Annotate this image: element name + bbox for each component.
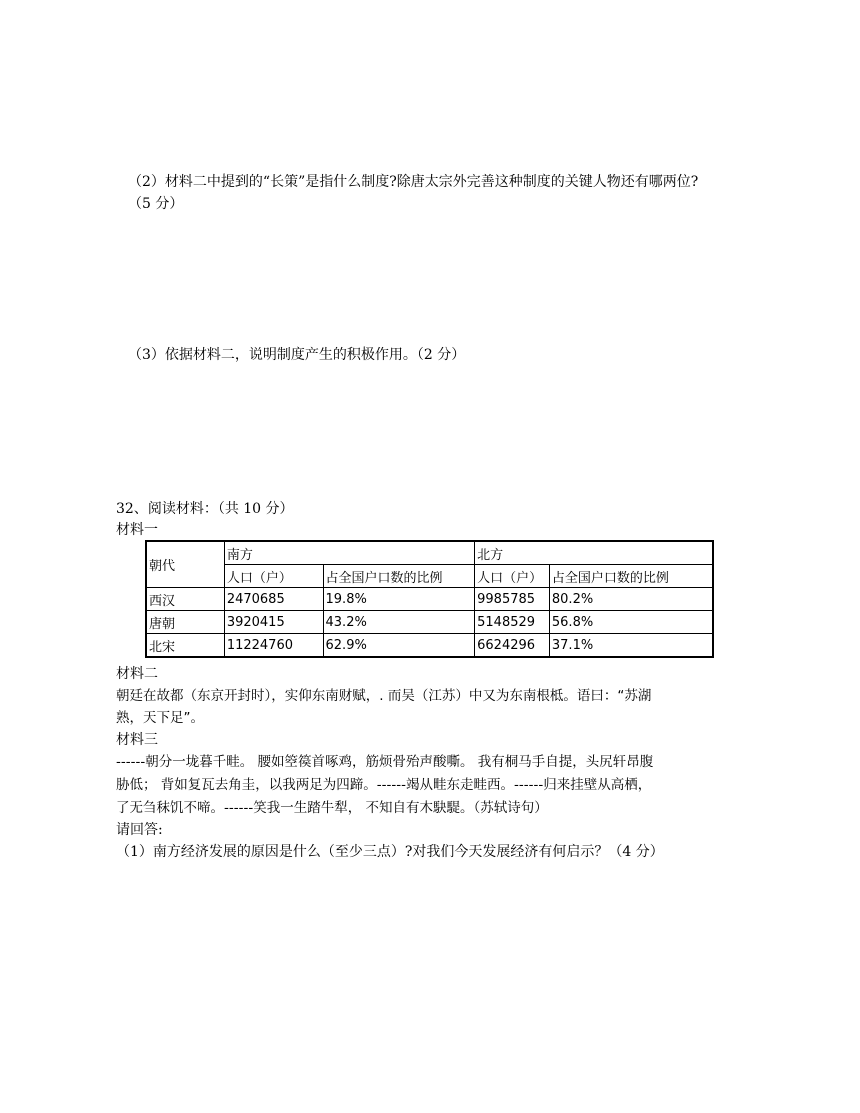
north-ratio-header: 占全国户口数的比例 (549, 565, 713, 588)
table-row (146, 634, 713, 658)
south-header: 南方 (224, 541, 474, 565)
material-2-text-line-1: 朝廷在故都（东京开封时），实仰东南财赋，. 而吴（江苏）中又为东南根柢。语曰：“苏湖 (116, 688, 652, 704)
material-3-text-line-1: ------朝分一垅暮千畦。 腰如箜篌首啄鸡，筋烦骨殆声酸嘶。 我有桐马手自提，头尻轩昂腹 (116, 754, 654, 770)
table-subheader-row (146, 565, 713, 588)
material-3-text-line-2: 胁低； 背如复瓦去角圭，以我两足为四蹄。------竭从畦东走畦西。------归来挂壁从高栖， (116, 777, 652, 793)
material-2-label: 材料二 (116, 666, 158, 682)
sub-question-1: （1）南方经济发展的原因是什么（至少三点）?对我们今天发展经济有何启示？（4 分） (116, 844, 664, 860)
material-3-label: 材料三 (116, 732, 158, 748)
south-ratio-cell: 62.9% (323, 634, 475, 658)
question-3-text: （3）依据材料二，说明制度产生的积极作用。（2 分） (128, 347, 466, 363)
table-header-row (146, 541, 713, 565)
question-2-line-1: （2）材料二中提到的“长策”是指什么制度?除唐太宗外完善这种制度的关键人物还有哪两位? (128, 174, 699, 190)
north-ratio-cell: 80.2% (549, 588, 713, 611)
table-row (146, 611, 713, 634)
north-pop-cell: 9985785 (475, 588, 550, 611)
south-pop-header: 人口（户） (224, 565, 323, 588)
south-pop-cell: 3920415 (224, 611, 323, 634)
south-ratio-cell: 43.2% (323, 611, 475, 634)
question-32-title: 32、阅读材料：（共 10 分） (116, 501, 294, 517)
table-row (146, 588, 713, 611)
dynasty-cell: 唐朝 (146, 611, 224, 634)
north-ratio-cell: 56.8% (549, 611, 713, 634)
material-2-text-line-2: 熟，天下足”。 (116, 710, 204, 726)
material-1-label: 材料一 (116, 522, 158, 538)
south-ratio-header: 占全国户口数的比例 (323, 565, 475, 588)
south-pop-cell: 2470685 (224, 588, 323, 611)
north-pop-cell: 5148529 (475, 611, 550, 634)
dynasty-cell: 北宋 (146, 634, 224, 658)
north-ratio-cell: 37.1% (549, 634, 713, 658)
north-pop-header: 人口（户） (475, 565, 550, 588)
dynasty-header: 朝代 (146, 541, 224, 588)
population-table (145, 540, 714, 658)
south-pop-cell: 11224760 (224, 634, 323, 658)
south-ratio-cell: 19.8% (323, 588, 475, 611)
dynasty-cell: 西汉 (146, 588, 224, 611)
north-header: 北方 (475, 541, 713, 565)
question-2-line-2: （5 分） (128, 196, 184, 212)
north-pop-cell: 6624296 (475, 634, 550, 658)
material-3-text-line-3: 了无刍秣饥不啼。------笑我一生踏牛犁， 不知自有木駃騠。（苏轼诗句） (116, 800, 548, 816)
answer-prompt: 请回答: (116, 822, 163, 838)
